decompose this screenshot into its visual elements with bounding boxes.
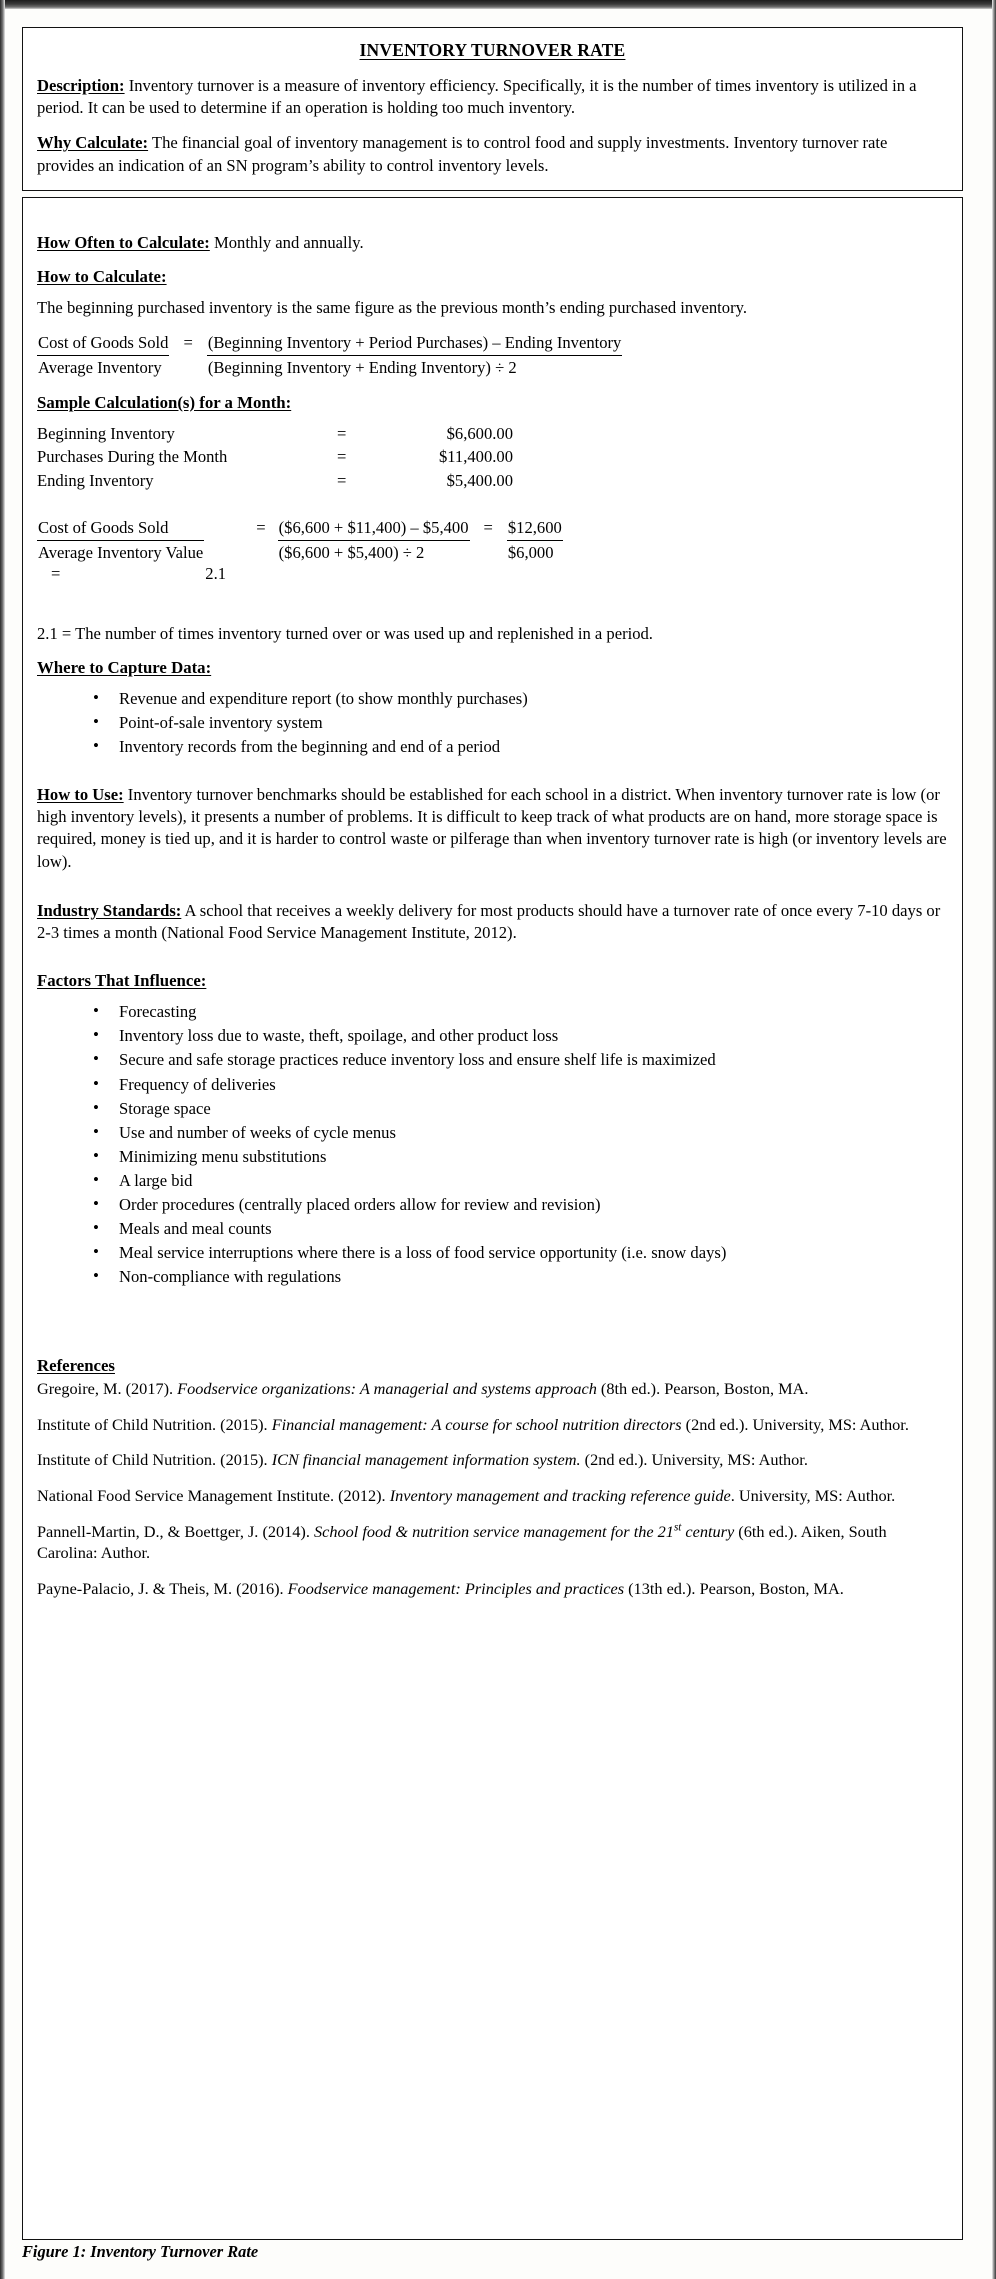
factors-heading: Factors That Influence:: [37, 971, 207, 991]
sample-row-label: Ending Inventory: [37, 470, 154, 490]
reference-title: Foodservice organizations: A managerial and systems approach: [177, 1379, 597, 1399]
how-to-use-text: Inventory turnover benchmarks should be established for each school in a district. When inventory turnover rate is low (or high inventory levels), it presents a number of problems. It is difficult to keep track of what products are on hand, more storage space is required, money is tied up, and it is harder to control waste or pilferage than when inventory turnover rate is high (or inventory levels are low).: [37, 784, 947, 871]
reference-title-tail: century: [681, 1521, 735, 1541]
sample-calculation-heading: Sample Calculation(s) for a Month:: [37, 392, 292, 412]
worked-left-denominator: Average Inventory Value: [38, 542, 204, 562]
industry-standards-text: A school that receives a weekly delivery for most products should have a turnover rate of once every 7-10 days or 2-3 times a month (National Food Service Management Institute, 2012).: [37, 900, 941, 943]
references-heading: References: [37, 1356, 115, 1376]
list-item: • A large bid: [93, 1170, 948, 1192]
worked-mid-denominator: ($6,600 + $5,400) ÷ 2: [278, 542, 425, 562]
formula-left-numerator: Cost of Goods Sold: [37, 332, 169, 356]
details-box: [22, 197, 963, 2240]
worked-left-numerator: Cost of Goods Sold: [37, 517, 204, 541]
list-item: • Revenue and expenditure report (to show monthly purchases): [93, 688, 948, 710]
how-to-calculate-heading-row: [37, 267, 948, 297]
reference-entry: [37, 1414, 948, 1436]
reference-entry: [37, 1378, 948, 1400]
worked-final-value-wrap: [204, 563, 277, 608]
list-item: • Secure and safe storage practices reduce inventory loss and ensure shelf life is maximized: [93, 1049, 948, 1071]
list-item: • Forecasting: [93, 1001, 948, 1023]
list-item: • Non-compliance with regulations: [93, 1266, 948, 1288]
how-often-label: How Often to Calculate:: [37, 233, 210, 252]
figure-caption: Figure 1: Inventory Turnover Rate: [22, 2242, 259, 2261]
formula-left-denominator: Average Inventory: [38, 358, 162, 378]
where-to-capture-list: [37, 688, 948, 758]
reference-pre: Institute of Child Nutrition. (2015).: [37, 1414, 272, 1434]
worked-result-denominator: $6,000: [507, 542, 554, 562]
how-to-use-label: How to Use:: [37, 784, 124, 804]
reference-entry: [37, 1578, 948, 1600]
reference-pre: National Food Service Management Institute. (2012).: [37, 1486, 390, 1506]
sample-row-value: $11,400.00: [438, 447, 513, 467]
sample-calculation-table: [37, 423, 513, 494]
list-item: • Frequency of deliveries: [93, 1074, 948, 1096]
why-calculate-paragraph: [37, 132, 948, 176]
sample-row-label: Beginning Inventory: [37, 423, 175, 443]
reference-title: Foodservice management: Principles and practices: [287, 1579, 625, 1599]
worked-mid-numerator: ($6,600 + $11,400) – $5,400: [278, 517, 470, 541]
factors-gap: [37, 957, 948, 971]
reference-title: School food & nutrition service management for the 21: [314, 1521, 674, 1541]
factors-list: [37, 1001, 948, 1288]
worked-equals-1: =: [256, 518, 266, 538]
top-gap: [37, 206, 948, 232]
where-to-capture-heading-row: [37, 658, 948, 688]
reference-pre: Institute of Child Nutrition. (2015).: [37, 1450, 272, 1470]
industry-standards-gap: [37, 886, 948, 900]
page-title: INVENTORY TURNOVER RATE: [359, 40, 626, 60]
reference-post: (13th ed.). Pearson, Boston, MA.: [624, 1579, 844, 1599]
reference-title: Financial management: A course for school nutrition directors: [271, 1414, 682, 1434]
scan-edge-left: [0, 0, 5, 2279]
references-heading-row: [37, 1356, 948, 1378]
worked-formula: [37, 517, 563, 608]
list-item: • Storage space: [93, 1098, 948, 1120]
sample-row-value: $6,600.00: [446, 423, 513, 443]
list-item: • Meal service interruptions where there is a loss of food service opportunity (i.e. snow days): [93, 1242, 948, 1264]
description-paragraph: [37, 75, 948, 119]
scan-edge-top: [0, 0, 996, 9]
sample-row-label: Purchases During the Month: [37, 447, 228, 467]
reference-pre: Gregoire, M. (2017).: [37, 1379, 178, 1399]
formula-right-fraction: [207, 332, 623, 378]
reference-post: (8th ed.). Pearson, Boston, MA.: [596, 1379, 809, 1399]
reference-title-superscript: st: [673, 1521, 682, 1534]
how-to-use-paragraph: [37, 784, 948, 873]
reference-post: (6th ed.). Aiken, South Carolina: Author.: [37, 1521, 887, 1563]
sample-row-equals: =: [337, 470, 347, 490]
reference-pre: Pannell-Martin, D., & Boettger, J. (2014).: [37, 1521, 314, 1541]
reference-post: (2nd ed.). University, MS: Author.: [681, 1414, 909, 1434]
list-item: • Minimizing menu substitutions: [93, 1146, 948, 1168]
where-to-capture-heading: Where to Capture Data:: [37, 657, 212, 677]
list-item: • Use and number of weeks of cycle menus: [93, 1122, 948, 1144]
reference-pre: Payne-Palacio, J. & Theis, M. (2016).: [37, 1579, 288, 1599]
scan-edge-right: [992, 0, 996, 2279]
list-item: • Meals and meal counts: [93, 1218, 948, 1240]
worked-equals-3: =: [51, 564, 61, 584]
sample-calculation-heading-row: [37, 393, 948, 423]
table-row: [37, 423, 513, 447]
list-item: • Point-of-sale inventory system: [93, 712, 948, 734]
how-to-calculate-heading: How to Calculate:: [37, 267, 167, 287]
references-gap: [37, 1300, 948, 1356]
sample-row-equals: =: [337, 423, 347, 443]
reference-title: ICN financial management information system.: [271, 1450, 581, 1470]
list-item: • Inventory loss due to waste, theft, spoilage, and other product loss: [93, 1025, 948, 1047]
reference-entry: [37, 1521, 948, 1564]
worked-result-numerator: $12,600: [507, 517, 563, 541]
reference-title: Inventory management and tracking reference guide: [389, 1486, 731, 1506]
how-to-use-gap: [37, 770, 948, 784]
reference-post: . University, MS: Author.: [730, 1486, 896, 1506]
worked-mid-fraction: [278, 517, 470, 563]
formula-right-numerator: (Beginning Inventory + Period Purchases) – Ending Inventory: [207, 332, 623, 356]
worked-result-fraction: [507, 517, 563, 563]
description-label: Description:: [37, 76, 125, 95]
main-formula: [37, 332, 622, 378]
how-often-text: Monthly and annually.: [209, 233, 364, 252]
how-often-row: [37, 232, 948, 254]
sample-row-equals: =: [337, 447, 347, 467]
sample-row-value: $5,400.00: [446, 470, 513, 490]
table-row: [37, 446, 513, 470]
reference-post: (2nd ed.). University, MS: Author.: [580, 1450, 808, 1470]
table-row: [37, 470, 513, 494]
formula-equals: =: [183, 333, 193, 353]
how-to-calculate-intro: The beginning purchased inventory is the same figure as the previous month’s ending purchased inventory.: [37, 298, 747, 318]
industry-standards-paragraph: [37, 900, 948, 944]
worked-final-value: 2.1: [205, 564, 227, 584]
result-note: 2.1 = The number of times inventory turned over or was used up and replenished in a period.: [37, 623, 653, 643]
formula-right-denominator: (Beginning Inventory + Ending Inventory) ÷ 2: [207, 358, 517, 378]
factors-heading-row: [37, 971, 948, 1001]
industry-standards-label: Industry Standards:: [37, 900, 182, 920]
formula-left-fraction: [37, 332, 169, 378]
reference-entry: [37, 1449, 948, 1471]
list-item: • Order procedures (centrally placed orders allow for review and revision): [93, 1194, 948, 1216]
description-text: Inventory turnover is a measure of inventory efficiency. Specifically, it is the number of times inventory is utilized in a period. It can be used to determine if an operation is holding too much inventory.: [37, 76, 917, 118]
reference-entry: [37, 1485, 948, 1507]
why-calculate-text: The financial goal of inventory management is to control food and supply investments. Inventory turnover rate provides an indication of an SN program’s ability to control inventory levels.: [37, 133, 888, 175]
worked-equals-2: =: [483, 518, 493, 538]
worked-left-fraction: [37, 517, 204, 563]
list-item: • Inventory records from the beginning and end of a period: [93, 736, 948, 758]
formula-gap: [37, 503, 948, 517]
summary-box: [22, 27, 963, 191]
why-calculate-label: Why Calculate:: [37, 133, 149, 153]
